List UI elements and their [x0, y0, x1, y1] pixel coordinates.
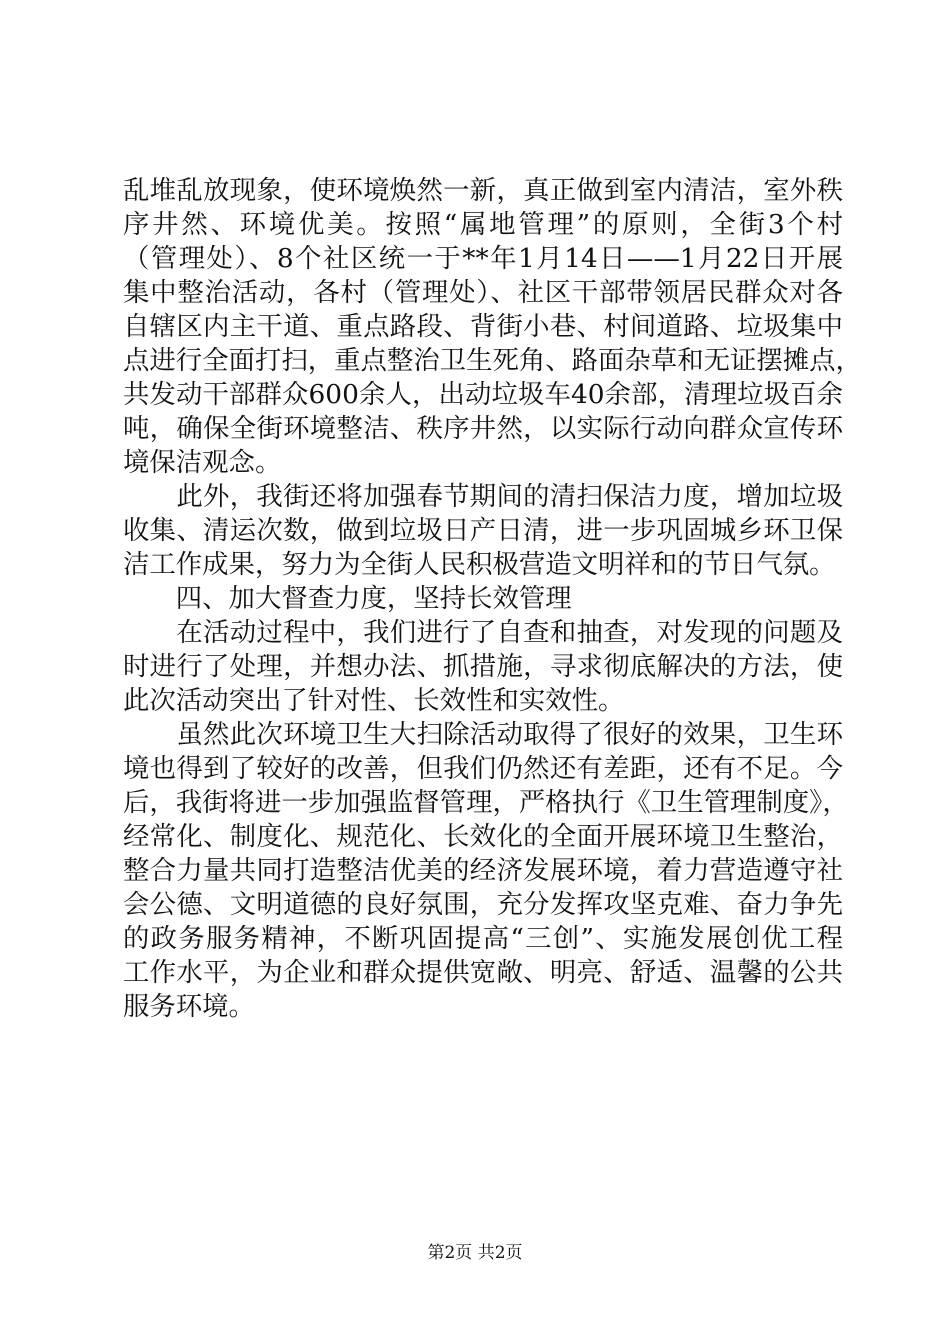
text-line: 自辖区内主干道、重点路段、背街小巷、村间道路、垃圾集中	[123, 311, 843, 342]
text-line: （管理处）、8个社区统一于**年1月14日——1月22日开展	[123, 243, 843, 274]
text-line: 服务环境。	[123, 991, 255, 1022]
text-line: 序井然、环境优美。按照“属地管理”的原则，全街3个村	[123, 209, 843, 240]
text-line: 在活动过程中，我们进行了自查和抽查，对发现的问题及	[123, 617, 843, 648]
text-line: 会公德、文明道德的良好氛围，充分发挥攻坚克难、奋力争先	[123, 889, 843, 920]
text-line: 后，我街将进一步加强监督管理，严格执行《卫生管理制度》，	[123, 787, 849, 818]
text-line: 工作水平，为企业和群众提供宽敞、明亮、舒适、温馨的公共	[123, 957, 843, 988]
text-line: 收集、清运次数，做到垃圾日产日清，进一步巩固城乡环卫保	[123, 515, 843, 546]
text-line: 集中整治活动，各村（管理处）、社区干部带领居民群众对各	[123, 277, 843, 308]
text-line: 此外，我街还将加强春节期间的清扫保洁力度，增加垃圾	[123, 481, 843, 512]
text-line: 洁工作成果，努力为全街人民积极营造文明祥和的节日气氛。	[123, 549, 836, 580]
text-line: 整合力量共同打造整洁优美的经济发展环境，着力营造遵守社	[123, 855, 843, 886]
text-line: 吨，确保全街环境整洁、秩序井然，以实际行动向群众宣传环	[123, 413, 843, 444]
text-line: 境也得到了较好的改善，但我们仍然还有差距，还有不足。今	[123, 753, 843, 784]
text-line: 境保洁观念。	[123, 447, 282, 478]
text-line: 共发动干部群众600余人，出动垃圾车40余部，清理垃圾百余	[123, 379, 843, 410]
text-line: 点进行全面打扫，重点整治卫生死角、路面杂草和无证摆摊点，	[123, 345, 862, 376]
text-line: 经常化、制度化、规范化、长效化的全面开展环境卫生整治，	[123, 821, 843, 852]
text-line: 时进行了处理，并想办法、抓措施，寻求彻底解决的方法，使	[123, 651, 843, 682]
section-heading: 四、加大督查力度，坚持长效管理	[123, 583, 572, 614]
document-body	[123, 174, 862, 1024]
text-line: 的政务服务精神，不断巩固提高“三创”、实施发展创优工程	[123, 923, 843, 954]
page-number: 第2页 共2页	[427, 1243, 523, 1263]
text-line: 此次活动突出了针对性、长效性和实效性。	[123, 685, 625, 716]
text-line: 乱堆乱放现象，使环境焕然一新，真正做到室内清洁，室外秩	[123, 175, 843, 206]
text-line: 虽然此次环境卫生大扫除活动取得了很好的效果，卫生环	[123, 719, 843, 750]
page-footer	[0, 1242, 950, 1264]
